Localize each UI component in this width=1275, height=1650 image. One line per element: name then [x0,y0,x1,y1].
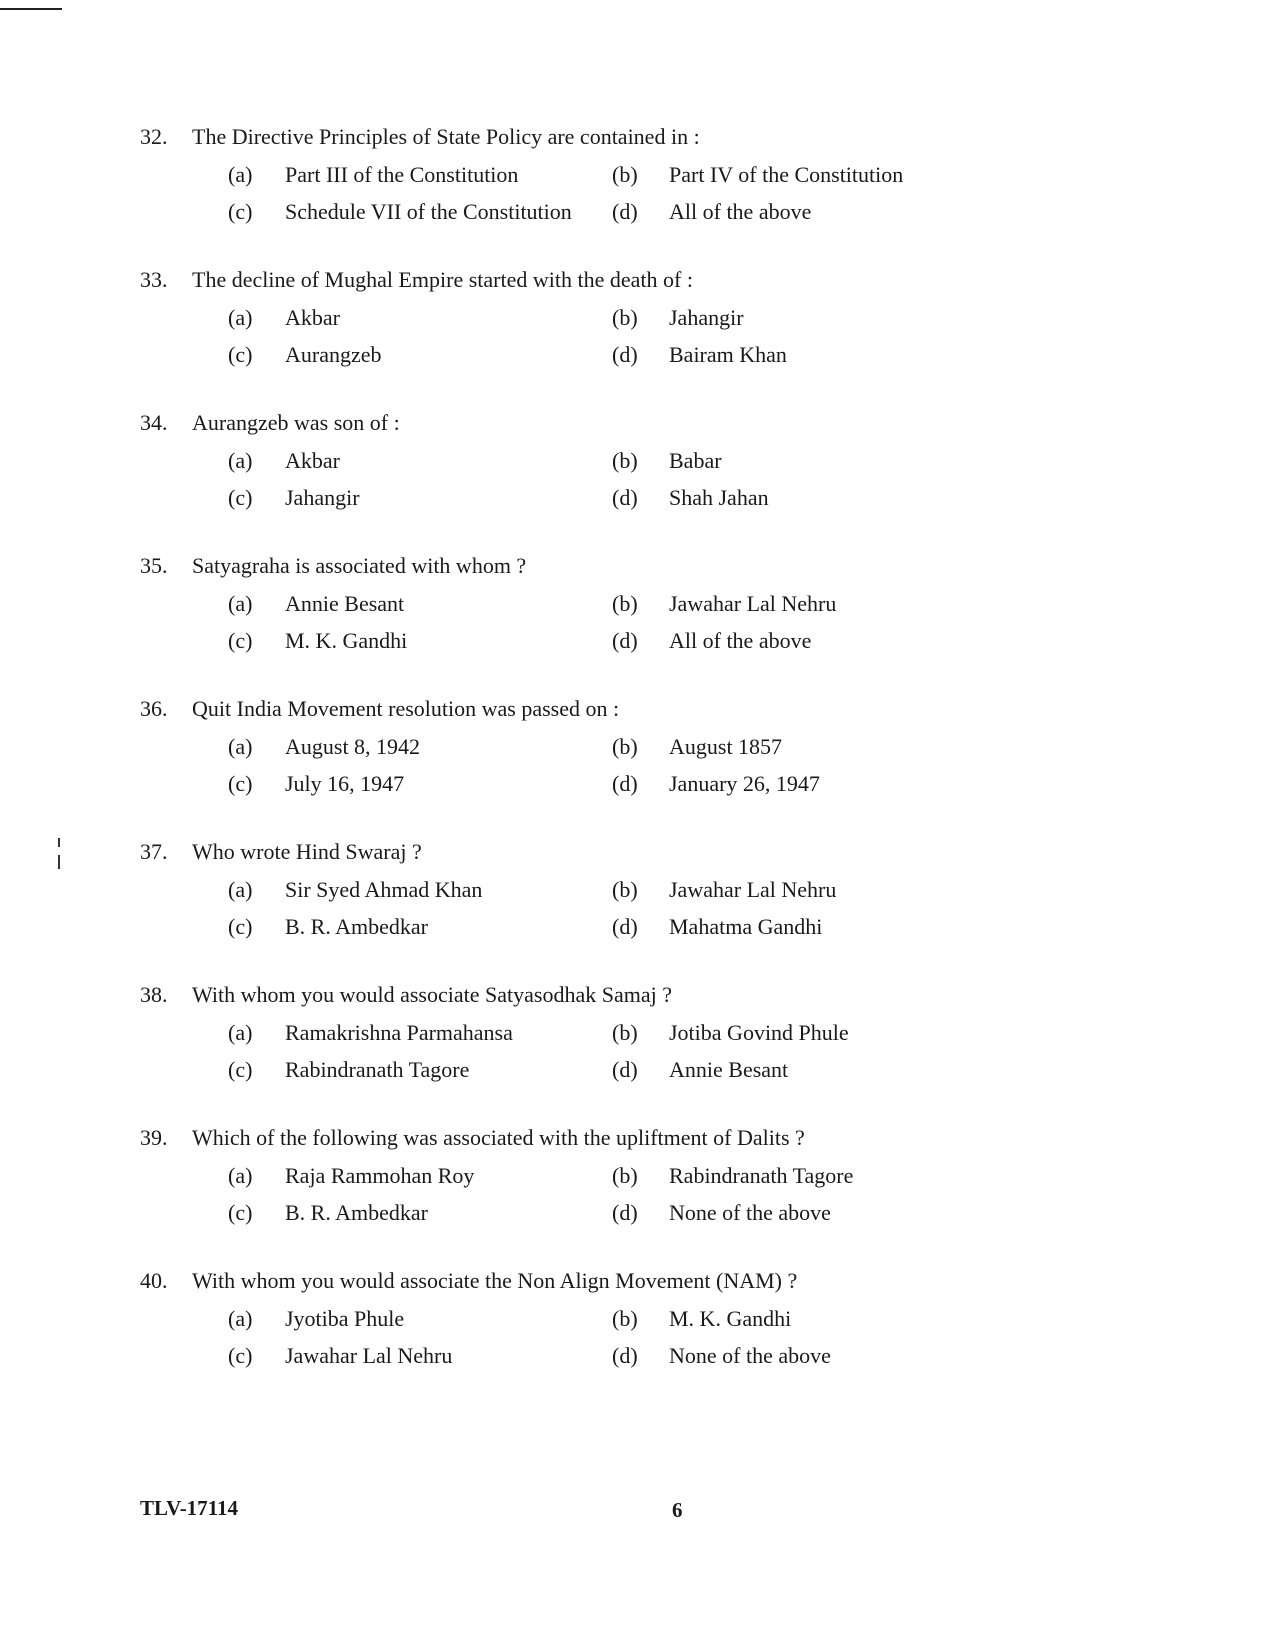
question-text: Satyagraha is associated with whom ? [192,553,527,578]
option-text: Rabindranath Tagore [285,1057,470,1082]
option-text: Akbar [285,448,340,473]
option-label: (a) [228,448,253,473]
option-text: Jyotiba Phule [285,1306,405,1331]
question [0,552,1275,672]
option-label: (d) [612,914,638,939]
option-label: (d) [612,771,638,796]
option-text: Aurangzeb [285,342,382,367]
option-label: (b) [612,1020,638,1045]
option-label: (a) [228,305,253,330]
option-text: Annie Besant [285,591,405,616]
option-label: (d) [612,1057,638,1082]
option-label: (b) [612,734,638,759]
option-label: (a) [228,1163,253,1188]
option-label: (b) [612,162,638,187]
question [0,695,1275,815]
option-text: Raja Rammohan Roy [285,1163,475,1188]
question [0,1124,1275,1244]
option-text: Jahangir [285,485,360,510]
option-label: (a) [228,162,253,187]
booklet-code: TLV-17114 [140,1496,239,1520]
option-label: (b) [612,877,638,902]
option-text: Jahangir [669,305,744,330]
question [0,981,1275,1101]
option-label: (d) [612,485,638,510]
option-text: Rabindranath Tagore [669,1163,854,1188]
option-text: Jotiba Govind Phule [669,1020,849,1045]
option-label: (c) [228,199,253,224]
question-text: The decline of Mughal Empire started with the death of : [192,267,693,292]
page-number: 6 [672,1498,683,1522]
top-rule [0,8,62,10]
question-text: Which of the following was associated with the upliftment of Dalits ? [192,1125,805,1150]
option-label: (a) [228,734,253,759]
option-text: Jawahar Lal Nehru [285,1343,453,1368]
option-label: (c) [228,1200,253,1225]
question-text: With whom you would associate the Non Align Movement (NAM) ? [192,1268,798,1293]
option-label: (d) [612,199,638,224]
option-label: (c) [228,1057,253,1082]
option-label: (c) [228,485,253,510]
option-label: (d) [612,1200,638,1225]
option-label: (a) [228,1020,253,1045]
option-label: (b) [612,591,638,616]
option-label: (a) [228,1306,253,1331]
option-label: (b) [612,448,638,473]
option-text: B. R. Ambedkar [285,914,428,939]
option-label: (b) [612,1306,638,1331]
question [0,266,1275,386]
question-text: Quit India Movement resolution was passed on : [192,696,620,721]
option-text: Babar [669,448,722,473]
question [0,123,1275,243]
option-text: M. K. Gandhi [669,1306,792,1331]
option-label: (a) [228,591,253,616]
option-text: Akbar [285,305,340,330]
option-text: Jawahar Lal Nehru [669,877,837,902]
question-number: 33. [140,267,168,292]
question-number: 37. [140,839,168,864]
option-text: Jawahar Lal Nehru [669,591,837,616]
question-number: 34. [140,410,168,435]
question [0,838,1275,958]
option-label: (c) [228,1343,253,1368]
option-text: Sir Syed Ahmad Khan [285,877,483,902]
question-number: 40. [140,1268,168,1293]
option-text: Schedule VII of the Constitution [285,199,572,224]
option-text: B. R. Ambedkar [285,1200,428,1225]
question-number: 35. [140,553,168,578]
question-text: The Directive Principles of State Policy are contained in : [192,124,700,149]
question-number: 39. [140,1125,168,1150]
option-label: (d) [612,342,638,367]
option-label: (d) [612,1343,638,1368]
option-label: (c) [228,342,253,367]
option-text: Mahatma Gandhi [669,914,823,939]
option-text: Bairam Khan [669,342,787,367]
option-label: (a) [228,877,253,902]
option-text: August 8, 1942 [285,734,421,759]
question-number: 32. [140,124,168,149]
option-label: (c) [228,771,253,796]
option-label: (b) [612,1163,638,1188]
question-text: Who wrote Hind Swaraj ? [192,839,422,864]
question [0,1267,1275,1387]
question [0,409,1275,529]
option-text: January 26, 1947 [669,771,820,796]
option-text: All of the above [669,628,812,653]
option-text: Shah Jahan [669,485,769,510]
option-text: Part IV of the Constitution [669,162,904,187]
question-number: 38. [140,982,168,1007]
option-text: None of the above [669,1200,831,1225]
option-text: Ramakrishna Parmahansa [285,1020,513,1045]
option-text: Annie Besant [669,1057,789,1082]
option-text: Part III of the Constitution [285,162,519,187]
option-label: (b) [612,305,638,330]
option-text: All of the above [669,199,812,224]
option-text: None of the above [669,1343,831,1368]
option-text: August 1857 [669,734,783,759]
option-label: (c) [228,628,253,653]
question-number: 36. [140,696,168,721]
question-text: With whom you would associate Satyasodhak Samaj ? [192,982,672,1007]
option-text: M. K. Gandhi [285,628,408,653]
option-label: (d) [612,628,638,653]
option-text: July 16, 1947 [285,771,405,796]
question-text: Aurangzeb was son of : [192,410,400,435]
option-label: (c) [228,914,253,939]
